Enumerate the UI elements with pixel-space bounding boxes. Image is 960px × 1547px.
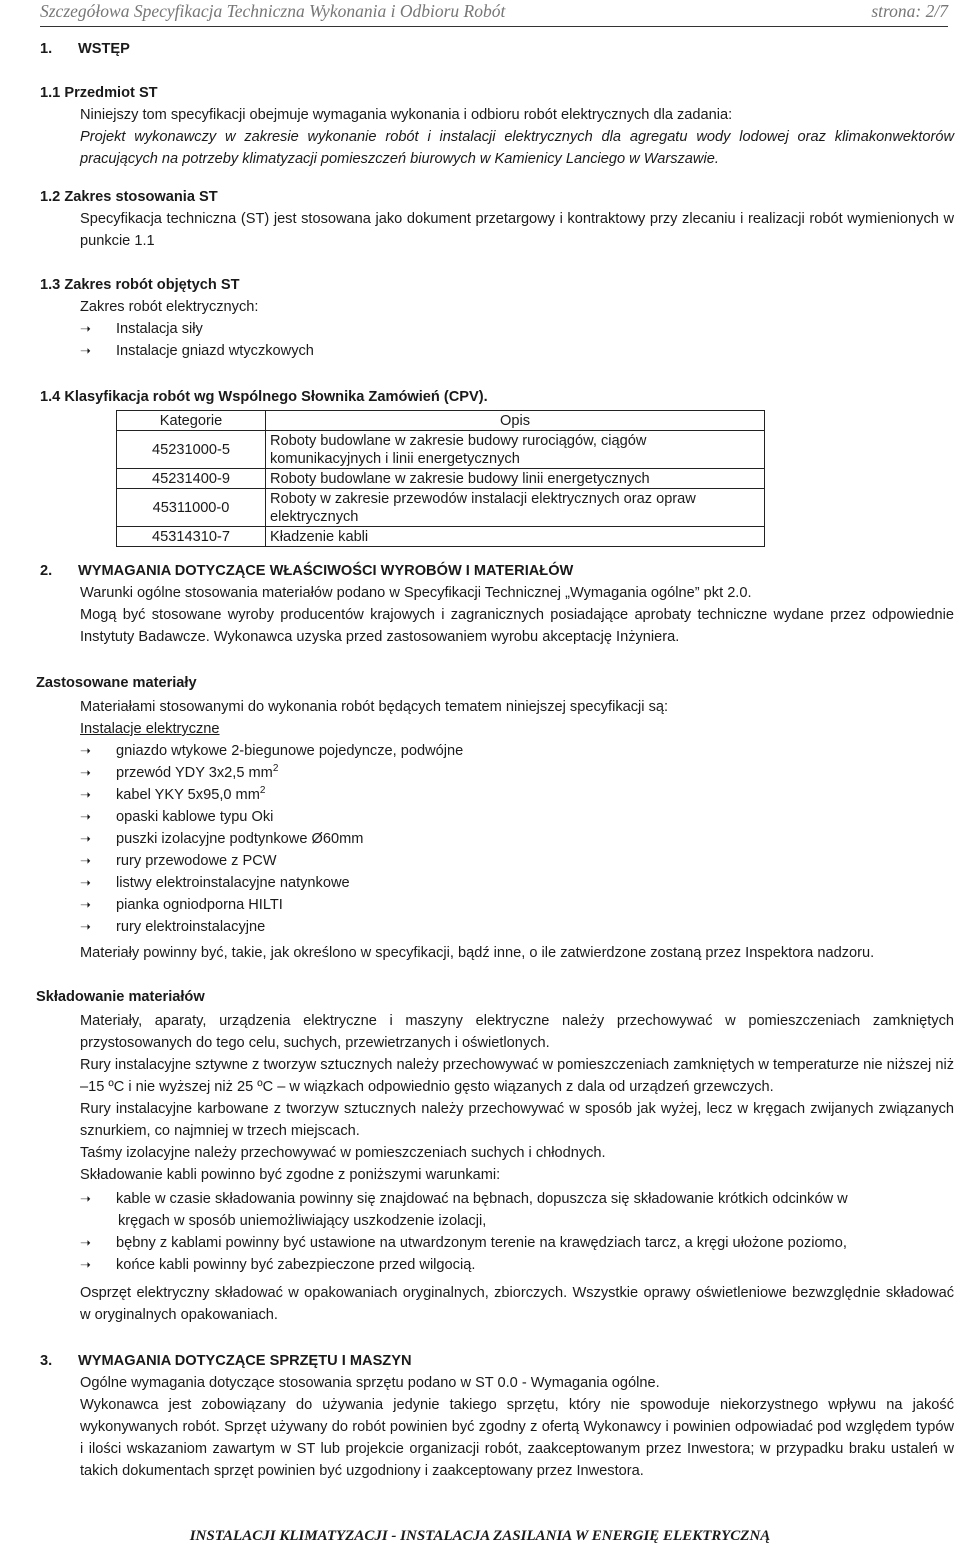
list-item: ➝ kabel YKY 5x95,0 $mm^2$ [80,784,463,806]
arrow-bullet-icon: ➝ [80,787,91,802]
storage-p4: Taśmy izolacyjne należy przechowywać w pomieszczeniach suchych i chłodnych. [80,1145,606,1161]
storage-bullet-1-cont: kręgach w sposób uniemożliwiający uszkodzenie izolacji, [118,1213,487,1229]
cpv-code: 45311000-0 [117,489,266,527]
section-1-2-heading: 1.2 Zakres stosowania ST [40,189,218,205]
section-1-3-heading: 1.3 Zakres robót objętych ST [40,277,240,293]
superscript: 2 [272,763,279,775]
section-3-p2: Wykonawca jest zobowiązany do używania jedynie takiego sprzętu, który nie spowoduje niekorzystnego wpływu na jakość wykonywanych robót. Sprzęt używany do robót powinien być zgodny z ofertą Wykonawcy i powinien odpowiadać pod względem typów i ilości wskazaniom zawartym w ST lub projekcie organizacji robót, zaakceptowanym przez Inwestora; w przypadku braku ustaleń w takich dokumentach sprzęt powinien być uzgodniony i zaakceptowany przez Inwestora. [80,1397,954,1479]
section-3-p1: Ogólne wymagania dotyczące stosowania sprzętu podano w ST 0.0 - Wymagania ogólne. [80,1375,660,1391]
storage-heading: Składowanie materiałów [36,989,205,1005]
section-1-3-intro: Zakres robót elektrycznych: [80,299,259,315]
list-item: ➝ rury przewodowe z PCW [80,850,463,872]
list-item: ➝ pianka ogniodporna HILTI [80,894,463,916]
document-title: Szczegółowa Specyfikacja Techniczna Wykonania i Odbioru Robót [40,1,506,21]
section-2-heading: 2. WYMAGANIA DOTYCZĄCE WŁAŚCIWOŚCI WYROBÓW I MATERIAŁÓW [40,563,574,579]
arrow-bullet-icon: ➝ [80,831,91,846]
section-1-4-heading: 1.4 Klasyfikacja robót wg Wspólnego Słownika Zamówień (CPV). [40,389,488,405]
storage-bullet-1: ➝ kable w czasie składowania powinny się znajdować na bębnach, dopuszcza się składowanie krótkich odcinków w [80,1188,954,1210]
list-item: ➝ rury elektroinstalacyjne [80,916,463,938]
arrow-bullet-icon: ➝ [80,743,91,758]
page-footer: INSTALACJI KLIMATYZACJI - INSTALACJA ZASILANIA W ENERGIĘ ELEKTRYCZNĄ [189,1528,771,1544]
table-row [117,489,765,527]
arrow-bullet-icon: ➝ [80,875,91,890]
materials-outro: Materiały powinny być, takie, jak określono w specyfikacji, bądź inne, o ile zatwierdzone zostaną przez Inspektora nadzoru. [80,945,875,961]
table-row [117,431,765,469]
materials-list [80,740,463,938]
storage-p6: Osprzęt elektryczny składować w opakowaniach oryginalnych, zbiorczych. Wszystkie oprawy oświetleniowe bezwzględnie składować w oryginalnych opakowaniach. [80,1285,954,1323]
list-item: ➝ przewód YDY 3x2,5 $mm^2$ [80,762,463,784]
materials-subtitle: Instalacje elektryczne [80,721,220,737]
cpv-code: 45314310-7 [117,527,266,547]
storage-p5: Składowanie kabli powinno być zgodne z poniższymi warunkami: [80,1167,501,1183]
section-1-1-project-name: Projekt wykonawczy w zakresie wykonanie robót i instalacji elektrycznych dla agregatu wody lodowej oraz klimakonwektorów pracujących na potrzeby klimatyzacji pomieszczeń biurowych w Kamienicy Lanciego w Warszawie. [80,129,954,167]
section-1-2-text: Specyfikacja techniczna (ST) jest stosowana jako dokument przetargowy i kontraktowy przy zlecaniu i realizacji robót wymienionych w punkcie 1.1 [80,211,954,249]
storage-p3: Rury instalacyjne karbowane z tworzyw sztucznych należy przechowywać w sposób jak wyżej, lecz w kręgach zwijanych związanych sznurkiem, co najmniej w trzech miejscach. [80,1101,954,1139]
cpv-description: Roboty budowlane w zakresie budowy linii energetycznych [266,469,765,489]
cpv-description: Roboty w zakresie przewodów instalacji elektrycznych oraz opraw elektrycznych [266,489,765,527]
work-scope-list [80,318,314,362]
list-item: ➝ gniazdo wtykowe 2-biegunowe pojedyncze, podwójne [80,740,463,762]
list-item: ➝ listwy elektroinstalacyjne natynkowe [80,872,463,894]
arrow-bullet-icon: ➝ [80,765,91,780]
storage-bullet-2: ➝ bębny z kablami powinny być ustawione na utwardzonym terenie na krawędziach tarcz, a kręgi ułożone poziomo, [80,1232,954,1254]
list-item: ➝ opaski kablowe typu Oki [80,806,463,828]
table-header-row [117,411,765,431]
storage-bullet-3: ➝ końce kabli powinny być zabezpieczone przed wilgocią. [80,1254,954,1276]
superscript: 2 [259,785,266,797]
cpv-description: Roboty budowlane w zakresie budowy rurociągów, ciągów komunikacyjnych i linii energetycznych [266,431,765,469]
arrow-bullet-icon: ➝ [80,1191,91,1206]
page-header [40,0,948,27]
section-1-1-intro: Niniejszy tom specyfikacji obejmuje wymagania wykonania i odbioru robót elektrycznych dla zadania: [80,107,733,123]
table-row [117,469,765,489]
section-1-heading: 1. WSTĘP [40,41,130,57]
table-row [117,527,765,547]
page-number: strona: 2/7 [871,1,948,21]
column-header-code: Kategorie [117,411,266,431]
materials-heading: Zastosowane materiały [36,675,197,691]
list-item: ➝ Instalacje gniazd wtyczkowych [80,340,314,362]
section-2-p1: Warunki ogólne stosowania materiałów podano w Specyfikacji Technicznej „Wymagania ogólne” pkt 2.0. [80,585,752,601]
arrow-bullet-icon: ➝ [80,853,91,868]
list-item: ➝ Instalacja siły [80,318,314,340]
arrow-bullet-icon: ➝ [80,343,91,358]
materials-intro: Materiałami stosowanymi do wykonania robót będących tematem niniejszej specyfikacji są: [80,699,669,715]
list-item: ➝ puszki izolacyjne podtynkowe Ø60mm [80,828,463,850]
arrow-bullet-icon: ➝ [80,809,91,824]
section-3-heading: 3. WYMAGANIA DOTYCZĄCE SPRZĘTU I MASZYN [40,1353,412,1369]
column-header-desc: Opis [266,411,765,431]
storage-p1: Materiały, aparaty, urządzenia elektryczne i maszyny elektryczne należy przechowywać w pomieszczeniach zamkniętych przystosowanych do tego celu, suchych, przewietrzanych i oświetlonych. [80,1013,954,1051]
cpv-code: 45231000-5 [117,431,266,469]
arrow-bullet-icon: ➝ [80,1257,91,1272]
arrow-bullet-icon: ➝ [80,897,91,912]
cpv-table [116,410,765,547]
arrow-bullet-icon: ➝ [80,321,91,336]
cpv-description: Kładzenie kabli [266,527,765,547]
section-2-p2: Mogą być stosowane wyroby producentów krajowych i zagranicznych posiadające aprobaty techniczne wydane przez odpowiednie Instytuty Badawcze. Wykonawca uzyska przed zastosowaniem wyrobu akceptację Inżyniera. [80,607,954,645]
section-1-1-heading: 1.1 Przedmiot ST [40,85,158,101]
arrow-bullet-icon: ➝ [80,1235,91,1250]
arrow-bullet-icon: ➝ [80,919,91,934]
cpv-code: 45231400-9 [117,469,266,489]
storage-p2: Rury instalacyjne sztywne z tworzyw sztucznych należy przechowywać w pomieszczeniach zamkniętych w temperaturze nie niższej niż –15 ºC i nie wyższej niż 25 ºC – w wiązkach odpowiednio gęsto wiązanych z dala od urządzeń grzewczych. [80,1057,954,1095]
